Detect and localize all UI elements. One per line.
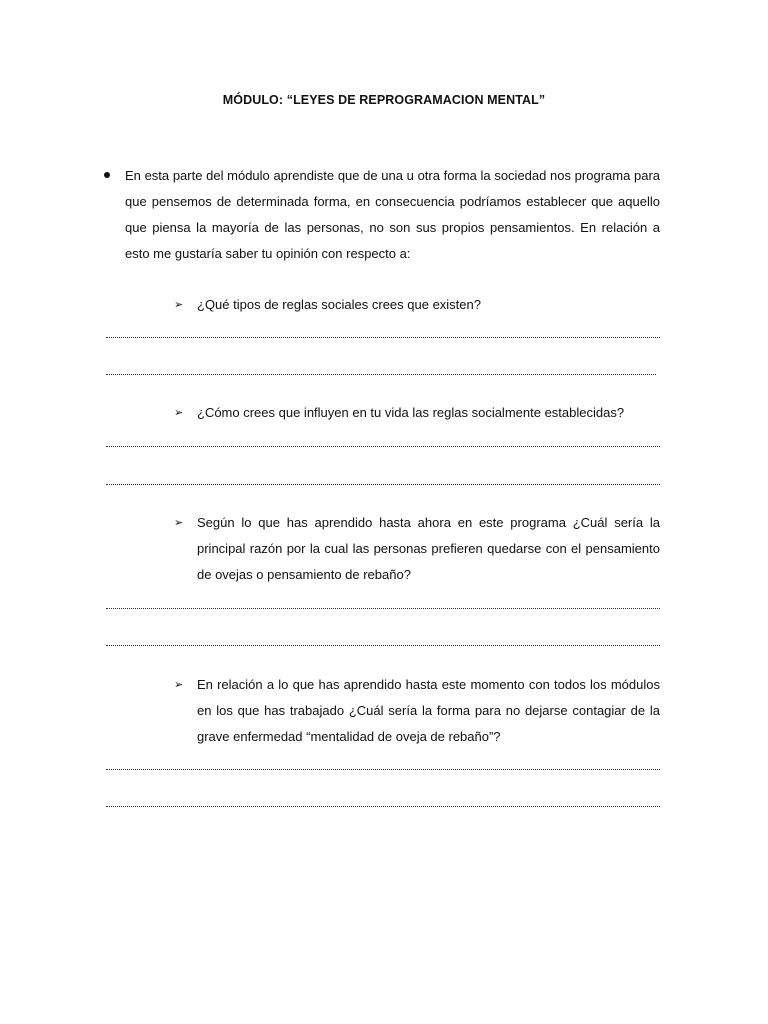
answer-line-2a[interactable] [106, 446, 660, 447]
question-1: ¿Qué tipos de reglas sociales crees que existen? [197, 297, 481, 312]
arrow-bullet-icon: ➢ [174, 517, 184, 529]
arrow-bullet-icon: ➢ [174, 679, 184, 691]
arrow-bullet-icon: ➢ [174, 299, 184, 311]
question-4: En relación a lo que has aprendido hasta este momento con todos los módulos en los que has trabajado ¿Cuál sería la forma para no dejarse contagiar de la grave enfermedad “mentalidad de oveja de rebaño”? [197, 677, 660, 744]
answer-line-1a[interactable] [106, 337, 660, 338]
answer-line-1b[interactable] [106, 374, 656, 375]
answer-line-4a[interactable] [106, 769, 660, 770]
question-2: ¿Cómo crees que influyen en tu vida las reglas socialmente establecidas? [197, 405, 625, 420]
arrow-bullet-icon: ➢ [174, 407, 184, 419]
answer-line-4b[interactable] [106, 806, 660, 807]
answer-line-3a[interactable] [106, 608, 660, 609]
question-3: Según lo que has aprendido hasta ahora en este programa ¿Cuál sería la principal razón por la cual las personas prefieren quedarse con el pensamiento de ovejas o pensamiento de rebaño? [197, 515, 660, 582]
intro-paragraph: En esta parte del módulo aprendiste que de una u otra forma la sociedad nos programa para que pensemos de determinada forma, en consecuencia podríamos establecer que aquello que piensa la mayoría de las personas, no son sus propios pensamientos. En relación a esto me gustaría saber tu opinión con respecto a: [125, 168, 660, 261]
answer-line-2b[interactable] [106, 484, 660, 485]
answer-line-3b[interactable] [106, 645, 660, 646]
document-title: MÓDULO: “LEYES DE REPROGRAMACION MENTAL” [222, 93, 546, 107]
bullet-icon [104, 172, 110, 178]
